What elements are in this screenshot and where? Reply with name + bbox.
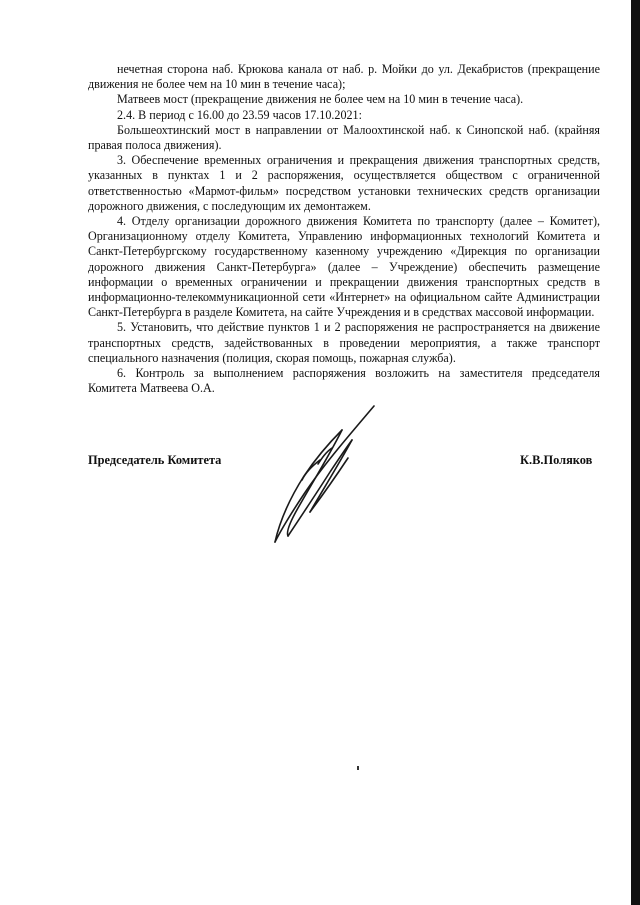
signature-icon (260, 402, 390, 547)
paragraph-item-6: 6. Контроль за выполнением распоряжения возложить на заместителя председателя Комитета Матвеева О.А. (88, 366, 600, 396)
paragraph-kryukov-canal: нечетная сторона наб. Крюкова канала от наб. р. Мойки до ул. Декабристов (прекращение движения не более чем на 10 мин в течение часа); (88, 62, 600, 92)
document-body (88, 62, 600, 396)
page-mark (357, 766, 359, 770)
paragraph-item-3: 3. Обеспечение временных ограничения и прекращения движения транспортных средств, указанных в пунктах 1 и 2 распоряжения, осуществляется обществом с ограниченной ответственностью «Мармот-фильм» посредством установки технических средств организации дорожного движения, с последующим их демонтажем. (88, 153, 600, 213)
signatory-title: Председатель Комитета (88, 453, 222, 467)
paragraph-period-2-4: 2.4. В период с 16.00 до 23.59 часов 17.10.2021: (117, 107, 362, 122)
scan-edge (631, 0, 640, 905)
paragraph-matveev-bridge: Матвеев мост (прекращение движения не более чем на 10 мин в течение часа). (117, 92, 524, 107)
paragraph-item-4: 4. Отделу организации дорожного движения Комитета по транспорту (далее – Комитет), Организационному отделу Комитета, Управлению информационных технологий Комитета и Санкт-Петербургскому государственному казенному учреждению «Дирекция по организации дорожного движения Санкт-Петербурга» (далее – Учреждение) обеспечить размещение информации о временных ограничении и прекращении движения транспортных средств в информационно-телекоммуникационной сети «Интернет» на официальном сайте Администрации Санкт-Петербурга в разделе Комитета, на сайте Учреждения и в средствах массовой информации. (88, 214, 600, 320)
paragraph-item-5: 5. Установить, что действие пунктов 1 и 2 распоряжения не распространяется на движение транспортных средств, задействованных в проведении мероприятия, а также транспорт специального назначения (полиция, скорая помощь, пожарная служба). (88, 320, 600, 365)
signatory-name: К.В.Поляков (520, 453, 593, 467)
paragraph-bolsheokhtinsky-bridge: Большеохтинский мост в направлении от Малоохтинской наб. к Синопской наб. (крайняя правая полоса движения). (88, 122, 600, 153)
